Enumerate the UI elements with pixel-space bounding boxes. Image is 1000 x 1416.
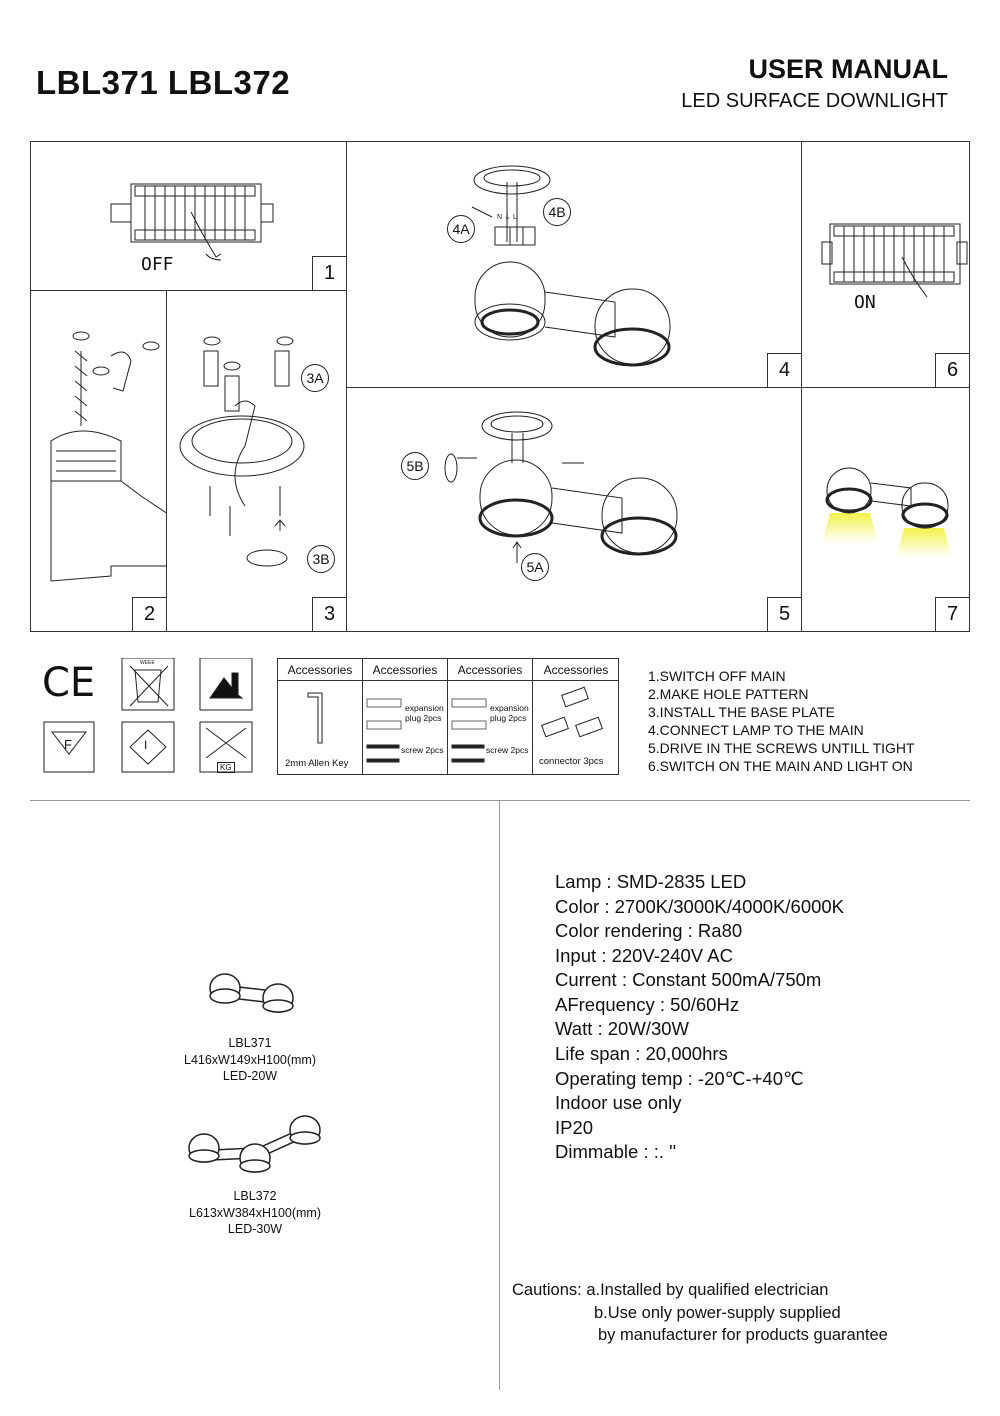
- i-mark-letter: I: [144, 738, 148, 752]
- step-number: 7: [935, 597, 969, 631]
- lamp-connect-icon: [347, 142, 802, 388]
- manual-title: USER MANUAL: [748, 54, 948, 84]
- caution-b1: b.Use only power-supply supplied: [594, 1304, 841, 1322]
- panel-switch-off: [30, 141, 347, 291]
- spec-indoor: Indoor use only: [555, 1092, 682, 1113]
- panel-base-plate: [166, 290, 347, 632]
- caution-a: a.Installed by qualified electrician: [586, 1281, 829, 1299]
- accessory-plugs-screws: [363, 681, 448, 774]
- installation-steps: [648, 667, 915, 775]
- spec-frequency: AFrequency : 50/60Hz: [555, 994, 740, 1015]
- step-number: 2: [132, 597, 166, 631]
- callout-4b: 4B: [543, 198, 571, 226]
- callout-5a: 5A: [521, 553, 549, 581]
- kg-mark: KG: [217, 762, 235, 773]
- accessories-header: Accessories: [278, 659, 363, 681]
- spec-operating-temp: Operating temp : -20℃-+40℃: [555, 1068, 804, 1089]
- panel-drive-screws: [346, 387, 802, 632]
- allen-key-label: 2mm Allen Key: [285, 758, 349, 769]
- model-name: LBL372: [233, 1189, 277, 1203]
- step-text: 5.DRIVE IN THE SCREWS UNTILL TIGHT: [648, 740, 915, 756]
- allen-key-icon: [278, 681, 363, 751]
- model-lbl371: [170, 1035, 330, 1085]
- spec-input: Input : 220V-240V AC: [555, 945, 733, 966]
- cautions-heading: Cautions:: [512, 1281, 582, 1299]
- spec-ip-rating: IP20: [555, 1117, 594, 1138]
- plug-screw-icon: [448, 681, 533, 774]
- spec-watt: Watt : 20W/30W: [555, 1018, 689, 1039]
- plug-screw-icon: [363, 681, 448, 774]
- spec-color: Color : 2700K/3000K/4000K/6000K: [555, 896, 845, 917]
- callout-3a: 3A: [301, 364, 329, 392]
- spec-color-rendering: Color rendering : Ra80: [555, 920, 743, 941]
- model-power: LED-30W: [227, 1222, 283, 1236]
- model-power: LED-20W: [222, 1069, 278, 1083]
- lbl371-lamp-icon: [200, 968, 300, 1013]
- step-number: 3: [312, 597, 346, 631]
- ce-mark: CE: [42, 660, 96, 706]
- panel-drill-holes: [30, 290, 167, 632]
- accessories-table: [277, 658, 619, 775]
- model-title: LBL371 LBL372: [36, 64, 291, 101]
- panel-connect-lamp: [346, 141, 802, 388]
- callout-3b: 3B: [307, 545, 335, 573]
- step-text: 6.SWITCH ON THE MAIN AND LIGHT ON: [648, 758, 913, 774]
- step-number: 5: [767, 597, 801, 631]
- model-dims: L416xW149xH100(mm): [184, 1052, 316, 1067]
- base-plate-icon: [167, 291, 347, 632]
- connector-label: connector 3pcs: [539, 756, 604, 767]
- drill-icon: [31, 291, 167, 632]
- step-text: 1.SWITCH OFF MAIN: [648, 668, 786, 684]
- step-text: 2.MAKE HOLE PATTERN: [648, 686, 809, 702]
- step-number: 1: [312, 256, 346, 290]
- step-text: 3.INSTALL THE BASE PLATE: [648, 704, 835, 720]
- screw-label: screw 2pcs: [401, 745, 444, 755]
- accessories-header: Accessories: [448, 659, 533, 681]
- on-label: ON: [854, 292, 876, 313]
- lamp-lit-icon: [802, 388, 970, 632]
- bin-text: WEEE: [140, 660, 155, 666]
- spec-lamp: Lamp : SMD-2835 LED: [555, 871, 747, 892]
- callout-5b: 5B: [401, 452, 429, 480]
- panel-switch-on: [801, 141, 970, 388]
- product-subtitle: LED SURFACE DOWNLIGHT: [681, 90, 948, 112]
- model-dims: L613xW384xH100(mm): [189, 1205, 321, 1220]
- model-name: LBL371: [228, 1036, 272, 1050]
- spec-life-span: Life span : 20,000hrs: [555, 1043, 728, 1064]
- breaker-on-icon: [802, 142, 970, 388]
- accessory-plugs-screws: [448, 681, 533, 774]
- step-number: 6: [935, 353, 969, 387]
- off-label: OFF: [141, 254, 174, 275]
- callout-4a: 4A: [447, 215, 475, 243]
- breaker-off-icon: [31, 142, 347, 291]
- screw-label: screw 2pcs: [486, 745, 529, 755]
- f-mark-letter: F: [64, 737, 72, 752]
- spec-current: Current : Constant 500mA/750m: [555, 969, 822, 990]
- lbl372-lamp-icon: [183, 1112, 328, 1177]
- accessories-header: Accessories: [363, 659, 448, 681]
- plug-label: expansion plug 2pcs: [490, 703, 529, 723]
- model-lbl372: [175, 1188, 335, 1238]
- caution-b2: by manufacturer for products guarantee: [598, 1326, 888, 1344]
- step-number: 4: [767, 353, 801, 387]
- cautions-block: [512, 1281, 828, 1300]
- wire-letters: N ⏚ L: [497, 214, 517, 221]
- panel-light-on: [801, 387, 970, 632]
- accessory-connectors: [533, 681, 619, 774]
- spec-dimmable: Dimmable : :. '': [555, 1141, 677, 1162]
- step-text: 4.CONNECT LAMP TO THE MAIN: [648, 722, 864, 738]
- plug-label: expansion plug 2pcs: [405, 703, 444, 723]
- accessory-allen-key: [278, 681, 363, 774]
- connector-icon: [533, 681, 619, 756]
- section-divider: [30, 800, 970, 801]
- accessories-header: Accessories: [533, 659, 619, 681]
- column-divider: [499, 800, 500, 1390]
- screw-drive-icon: [347, 388, 802, 632]
